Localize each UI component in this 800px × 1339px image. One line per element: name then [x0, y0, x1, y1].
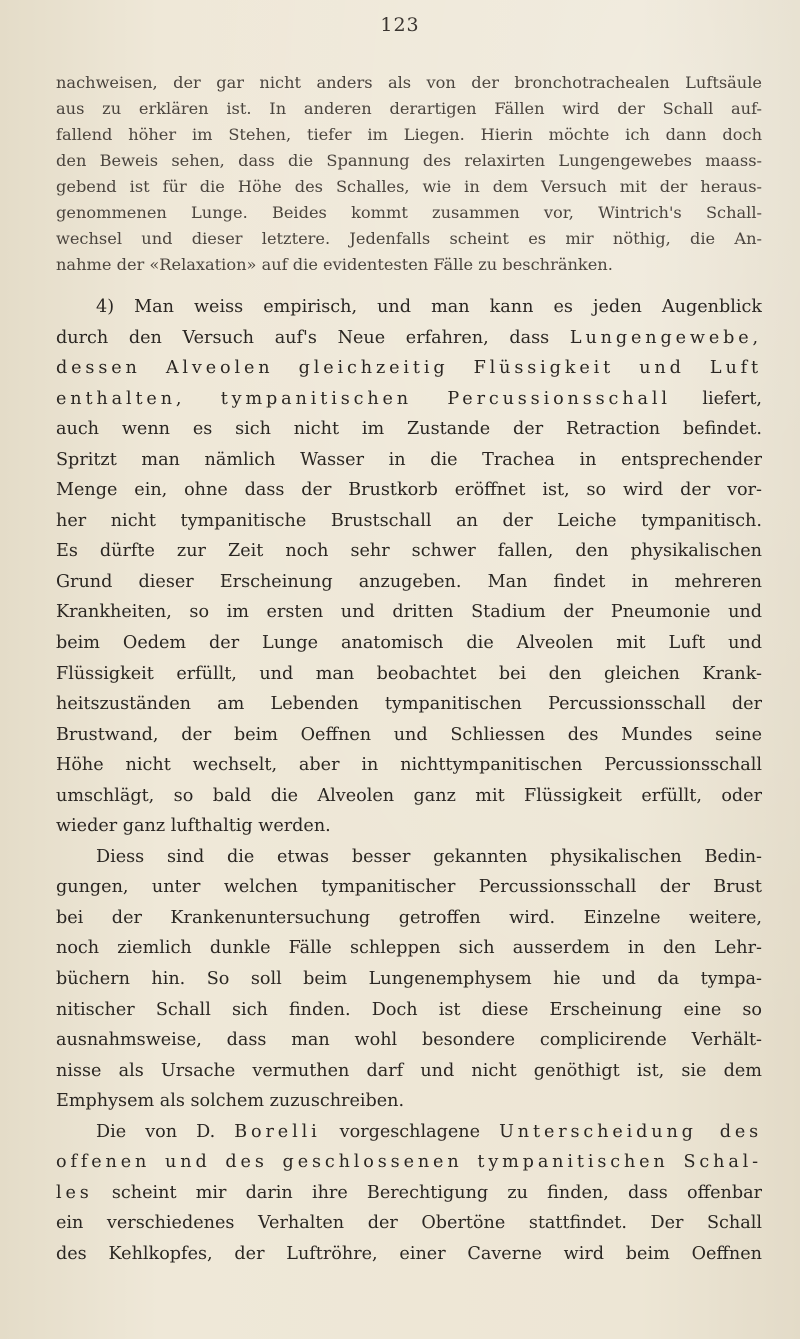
- spaced-emphasis: dessen Alveolen gleichzeitig Flüssigkeit und Luft: [56, 358, 762, 379]
- text-line: [56, 1117, 762, 1148]
- text-line: 4) Man weiss empirisch, und man kann es jeden Augenblick: [96, 297, 762, 317]
- text-line: Menge ein, ohne dass der Brustkorb eröffnet ist, so wird der vor-: [56, 480, 762, 501]
- text-line: nahme der «Relaxation» auf die evidentesten Fälle zu beschränken.: [56, 255, 613, 274]
- spaced-emphasis: Lungengewebe,: [569, 327, 762, 348]
- text-line: Flüssigkeit erfüllt, und man beobachtet bei den gleichen Krank-: [56, 663, 762, 684]
- text-line: gebend ist für die Höhe des Schalles, wie in dem Versuch mit der heraus-: [56, 177, 762, 196]
- text-line: wieder ganz lufthaltig werden.: [56, 816, 331, 837]
- text-line: den Beweis sehen, dass die Spannung des relaxirten Lungengewebes maass-: [56, 151, 762, 170]
- text-line: Diess sind die etwas besser gekannten physikalischen Bedin-: [96, 846, 762, 867]
- text-line: genommenen Lunge. Beides kommt zusammen vor, Wintrich's Schall-: [56, 203, 762, 222]
- text-line: aus zu erklären ist. In anderen derartigen Fällen wird der Schall auf-: [56, 99, 762, 118]
- spaced-emphasis: les: [56, 1182, 93, 1203]
- text-line: Emphysem als solchem zuzuschreiben.: [56, 1091, 405, 1112]
- text-line: Es dürfte zur Zeit noch sehr schwer fallen, den physikalischen: [56, 541, 762, 562]
- page-number: 123: [380, 14, 420, 36]
- text-line: her nicht tympanitische Brustschall an der Leiche tympanitisch.: [56, 510, 762, 531]
- spaced-emphasis: Unterscheidung des: [499, 1121, 762, 1142]
- text-line: ein verschiedenes Verhalten der Obertöne stattfindet. Der Schall: [56, 1213, 762, 1234]
- text-line: nachweisen, der gar nicht anders als von der bronchotrachealen Luftsäule: [56, 73, 762, 92]
- text-line: Grund dieser Erscheinung anzugeben. Man findet in mehreren: [56, 571, 762, 592]
- text-line: beim Oedem der Lunge anatomisch die Alveolen mit Luft und: [56, 633, 762, 654]
- text-line: [56, 1178, 762, 1209]
- text-line: büchern hin. So soll beim Lungenemphysem hie und da tympa-: [56, 969, 762, 990]
- text-line: ausnahmsweise, dass man wohl besondere complicirende Verhält-: [56, 1030, 762, 1051]
- text-line: fallend höher im Stehen, tiefer im Liegen. Hierin möchte ich dann doch: [56, 125, 762, 144]
- text-line: [56, 323, 762, 354]
- text-line: Höhe nicht wechselt, aber in nichttympanitischen Percussionsschall: [56, 755, 762, 776]
- text-segment: durch den Versuch auf's Neue erfahren, dass: [56, 327, 550, 348]
- text-line: des Kehlkopfes, der Luftröhre, einer Caverne wird beim Oeffnen: [56, 1243, 762, 1264]
- text-segment: scheint mir darin ihre Berechtigung zu finden, dass offenbar: [111, 1182, 762, 1203]
- text-line: nisse als Ursache vermuthen darf und nicht genöthigt ist, sie dem: [56, 1060, 762, 1081]
- text-segment: Die von D.: [96, 1121, 216, 1142]
- text-line: Krankheiten, so im ersten und dritten Stadium der Pneumonie und: [56, 602, 762, 623]
- text-segment: vorgeschlagene: [339, 1121, 481, 1142]
- text-line: wechsel und dieser letztere. Jedenfalls scheint es mir nöthig, die An-: [56, 229, 762, 248]
- spaced-emphasis: enthalten, tympanitischen Percussionsschall: [56, 388, 671, 409]
- author-name: Borelli: [234, 1121, 321, 1142]
- text-line: bei der Krankenuntersuchung getroffen wird. Einzelne weitere,: [56, 907, 762, 928]
- text-segment: liefert,: [702, 388, 762, 409]
- text-line: Brustwand, der beim Oeffnen und Schliessen des Mundes seine: [56, 724, 762, 745]
- text-line: heitszuständen am Lebenden tympanitischen Percussionsschall der: [56, 694, 762, 715]
- text-line: nitischer Schall sich finden. Doch ist diese Erscheinung eine so: [56, 999, 762, 1020]
- text-line: [56, 353, 762, 384]
- main-text: [56, 292, 762, 1270]
- text-line: gungen, unter welchen tympanitischer Percussionsschall der Brust: [56, 877, 762, 898]
- text-line: [56, 1147, 762, 1178]
- text-line: Spritzt man nämlich Wasser in die Trachea in entsprechender: [56, 449, 762, 470]
- text-line: [56, 384, 762, 415]
- text-line: umschlägt, so bald die Alveolen ganz mit Flüssigkeit erfüllt, oder: [56, 785, 762, 806]
- text-line: auch wenn es sich nicht im Zustande der Retraction befindet.: [56, 419, 762, 440]
- paragraph-small-print: [56, 70, 762, 278]
- text-line: noch ziemlich dunkle Fälle schleppen sich ausserdem in den Lehr-: [56, 938, 762, 959]
- spaced-emphasis: offenen und des geschlossenen tympanitischen Schal-: [56, 1152, 762, 1173]
